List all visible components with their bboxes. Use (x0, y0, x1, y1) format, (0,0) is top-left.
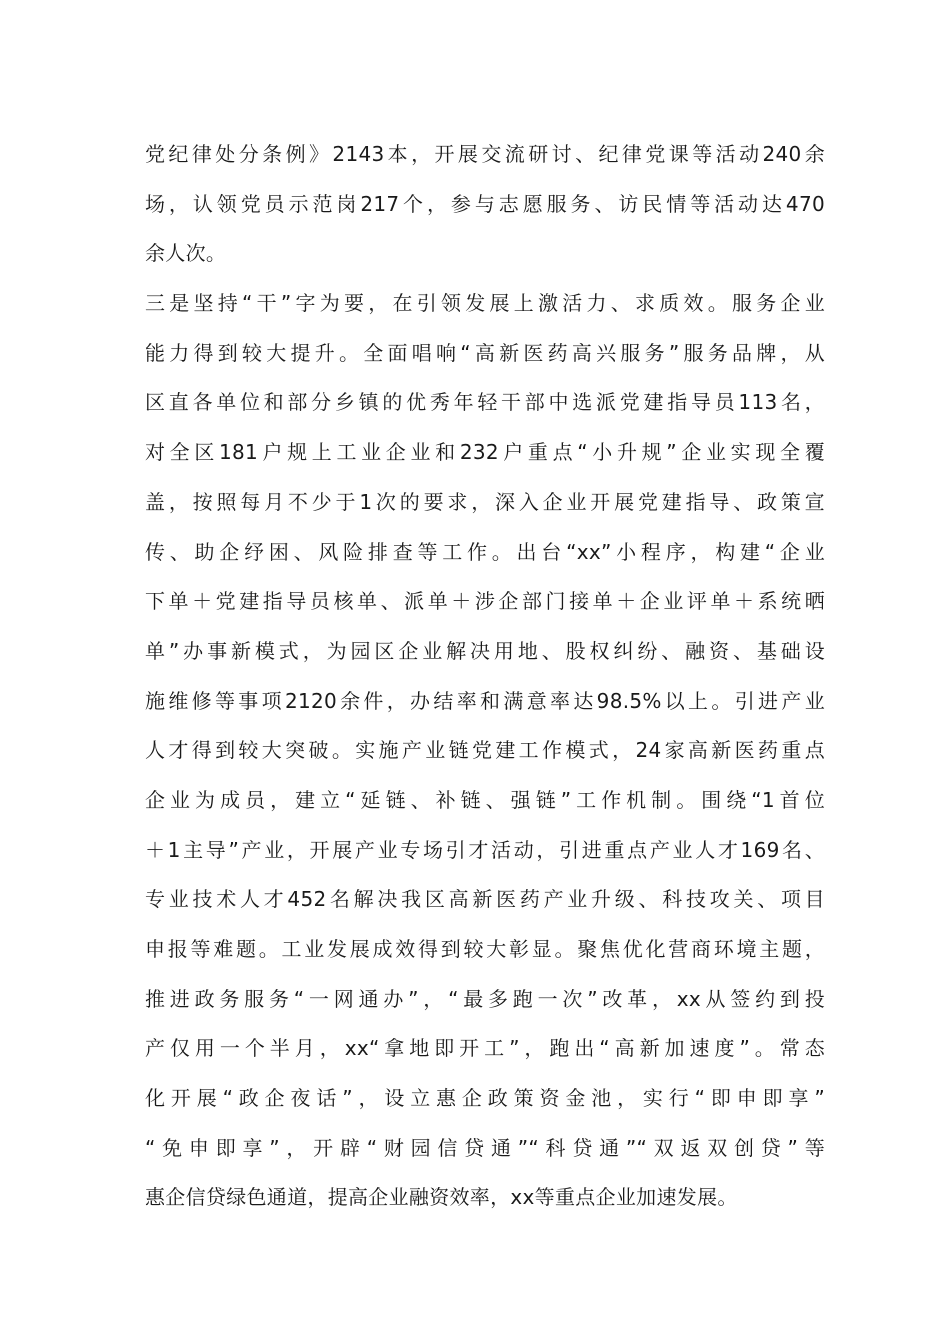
text-line: 企业为成员，建立“延链、补链、强链”工作机制。围绕“1首位 (145, 787, 825, 812)
text-line: 三是坚持“干”字为要，在引领发展上激活力、求质效。服务企业 (145, 291, 825, 316)
text-line: “免申即享”，开辟“财园信贷通”“科贷通”“双返双创贷”等 (145, 1135, 825, 1160)
text-line: 申报等难题。工业发展成效得到较大彰显。聚焦优化营商环境主题， (145, 937, 825, 961)
text-line: 传、助企纾困、风险排查等工作。出台“xx”小程序，构建“企业 (145, 539, 825, 564)
body-text (145, 130, 825, 1223)
text-line: 党纪律处分条例》2143本，开展交流研讨、纪律党课等活动240余 (145, 142, 825, 166)
text-line: 余人次。 (145, 241, 227, 266)
text-line: 区直各单位和部分乡镇的优秀年轻干部中选派党建指导员113名， (145, 390, 825, 415)
text-line: 场，认领党员示范岗217个，参与志愿服务、访民情等活动达470 (145, 191, 825, 216)
text-line: 下单＋党建指导员核单、派单＋涉企部门接单＋企业评单＋系统晒 (145, 589, 825, 614)
text-line: 单”办事新模式，为园区企业解决用地、股权纠纷、融资、基础设 (145, 638, 825, 663)
text-line: 专业技术人才452名解决我区高新医药产业升级、科技攻关、项目 (145, 887, 825, 912)
text-line: ＋1主导”产业，开展产业专场引才活动，引进重点产业人才169名、 (145, 837, 825, 862)
text-line: 施维修等事项2120余件，办结率和满意率达98.5%以上。引进产业 (145, 688, 825, 713)
text-line: 人才得到较大突破。实施产业链党建工作模式，24家高新医药重点 (145, 738, 825, 763)
text-line: 推进政务服务“一网通办”，“最多跑一次”改革，xx从签约到投 (145, 986, 825, 1011)
text-line: 化开展“政企夜话”，设立惠企政策资金池，实行“即申即享” (145, 1086, 825, 1111)
text-line: 能力得到较大提升。全面唱响“高新医药高兴服务”服务品牌，从 (145, 340, 825, 365)
text-line: 产仅用一个半月，xx“拿地即开工”，跑出“高新加速度”。常态 (145, 1036, 825, 1061)
text-line: 惠企信贷绿色通道，提高企业融资效率，xx等重点企业加速发展。 (145, 1185, 738, 1210)
text-line: 盖，按照每月不少于1次的要求，深入企业开展党建指导、政策宣 (145, 489, 825, 514)
text-line: 对全区181户规上工业企业和232户重点“小升规”企业实现全覆 (145, 440, 825, 465)
